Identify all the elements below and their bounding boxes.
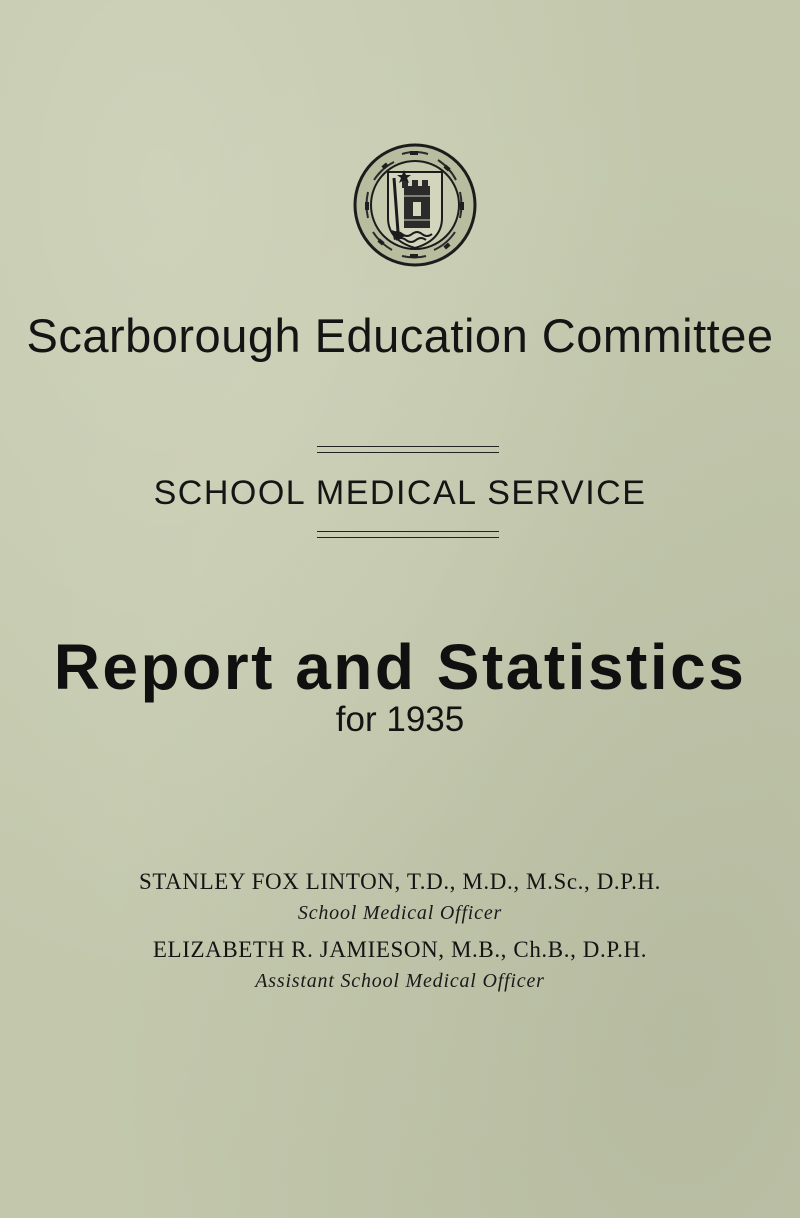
borough-crest-icon <box>352 140 478 270</box>
report-title: Report and Statistics <box>53 631 747 703</box>
officer-name: STANLEY FOX LINTON, T.D., M.D., M.Sc., D.P.H. <box>138 869 662 894</box>
officer-role: School Medical Officer <box>297 902 503 924</box>
report-year: for 1935 <box>335 700 465 739</box>
double-rule-divider <box>317 446 499 453</box>
assistant-officer-role: Assistant School Medical Officer <box>255 970 545 992</box>
committee-title: Scarborough Education Committee <box>26 309 774 362</box>
service-heading: SCHOOL MEDICAL SERVICE <box>153 474 647 512</box>
assistant-officer-name: ELIZABETH R. JAMIESON, M.B., Ch.B., D.P.H. <box>152 937 648 962</box>
double-rule-divider <box>317 531 499 538</box>
